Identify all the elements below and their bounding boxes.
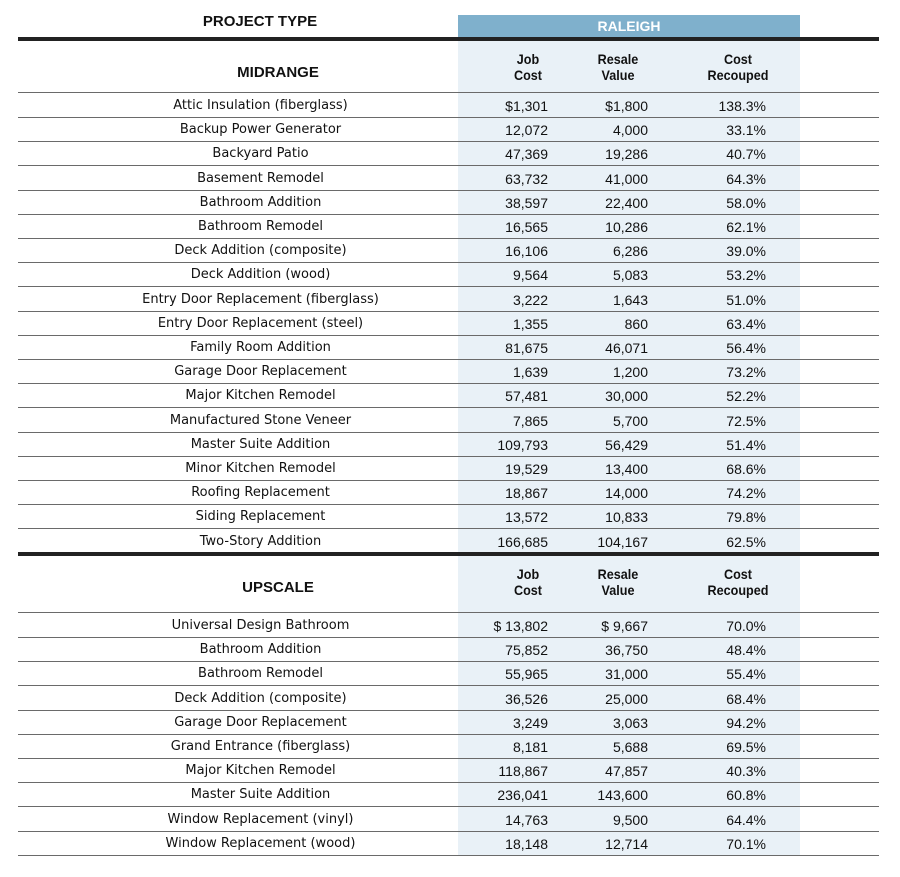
project-name-cell: Siding Replacement bbox=[195, 509, 326, 525]
resale-value-cell: $ 9,667 bbox=[601, 618, 648, 634]
upscale-col-cost bbox=[693, 566, 783, 598]
project-name-cell: Backup Power Generator bbox=[179, 122, 342, 138]
resale-value-cell: 3,063 bbox=[612, 714, 648, 731]
project-name-cell: Deck Addition (composite) bbox=[174, 690, 347, 706]
col-head-line: Recouped bbox=[707, 582, 769, 598]
resale-value-cell: 6,286 bbox=[612, 243, 648, 260]
cost-recouped-cell: 73.2% bbox=[726, 364, 766, 381]
project-name-cell: Entry Door Replacement (fiberglass) bbox=[142, 291, 379, 307]
project-name-cell: Two-Story Addition bbox=[199, 533, 322, 549]
resale-value-cell: 56,429 bbox=[605, 436, 648, 453]
table-row bbox=[18, 480, 879, 505]
resale-value-cell: 10,286 bbox=[605, 219, 648, 235]
upscale-col-job bbox=[483, 566, 573, 598]
job-cost-cell: $1,301 bbox=[505, 98, 548, 114]
resale-value-cell: 19,286 bbox=[605, 146, 648, 163]
job-cost-cell: 8,181 bbox=[512, 739, 548, 755]
resale-value-cell: 31,000 bbox=[605, 666, 648, 683]
project-name-cell: Deck Addition (wood) bbox=[190, 267, 331, 283]
resale-value-cell: 47,857 bbox=[605, 763, 648, 780]
resale-value-cell: 1,643 bbox=[612, 291, 648, 308]
table-row bbox=[18, 166, 879, 191]
city-header: RALEIGH bbox=[458, 15, 800, 37]
project-name-cell: Manufactured Stone Veneer bbox=[169, 412, 352, 428]
resale-value-cell: 4,000 bbox=[612, 122, 648, 139]
job-cost-cell: 63,732 bbox=[505, 170, 548, 187]
resale-value-cell: 860 bbox=[624, 315, 648, 332]
resale-value-cell: $1,800 bbox=[605, 98, 648, 114]
cost-recouped-cell: 63.4% bbox=[726, 315, 766, 332]
table-row bbox=[18, 214, 879, 239]
table-row bbox=[18, 359, 879, 384]
table-row bbox=[18, 262, 879, 287]
col-head-line: Value bbox=[601, 67, 635, 83]
table-row bbox=[18, 831, 879, 856]
project-name-cell: Master Suite Addition bbox=[190, 787, 331, 803]
project-name-cell: Family Room Addition bbox=[190, 340, 331, 355]
job-cost-cell: 55,965 bbox=[505, 666, 548, 683]
cost-recouped-cell: 68.6% bbox=[726, 461, 766, 477]
resale-value-cell: 10,833 bbox=[605, 509, 648, 526]
resale-value-cell: 1,200 bbox=[612, 364, 648, 381]
cost-recouped-cell: 74.2% bbox=[726, 485, 766, 502]
table-row bbox=[18, 504, 879, 529]
project-name-cell: Bathroom Remodel bbox=[198, 666, 323, 682]
project-name-cell: Garage Door Replacement bbox=[174, 364, 347, 380]
resale-value-cell: 12,714 bbox=[605, 835, 648, 852]
cost-recouped-cell: 39.0% bbox=[726, 243, 766, 260]
table-row bbox=[18, 710, 879, 735]
table-row bbox=[18, 734, 879, 759]
table-row bbox=[18, 661, 879, 686]
resale-value-cell: 41,000 bbox=[605, 170, 648, 187]
project-name-cell: Window Replacement (wood) bbox=[165, 835, 356, 851]
cost-recouped-cell: 58.0% bbox=[726, 194, 766, 211]
table-row bbox=[18, 758, 879, 783]
cost-recouped-cell: 70.0% bbox=[726, 618, 766, 634]
table-row bbox=[18, 141, 879, 166]
job-cost-cell: 75,852 bbox=[505, 642, 548, 659]
cost-recouped-cell: 64.3% bbox=[726, 170, 766, 187]
job-cost-cell: 47,369 bbox=[505, 146, 548, 163]
job-cost-cell: 166,685 bbox=[497, 533, 548, 550]
cost-recouped-cell: 70.1% bbox=[726, 835, 766, 852]
resale-value-cell: 25,000 bbox=[605, 690, 648, 707]
col-head-line: Job bbox=[516, 51, 540, 67]
midrange-header-row bbox=[18, 41, 879, 91]
project-name-cell: Bathroom Addition bbox=[199, 194, 322, 210]
resale-value-cell: 30,000 bbox=[605, 388, 648, 405]
midrange-col-cost bbox=[693, 51, 783, 83]
cost-recouped-cell: 60.8% bbox=[726, 787, 766, 804]
resale-value-cell: 9,500 bbox=[612, 811, 648, 828]
job-cost-cell: 1,639 bbox=[512, 364, 548, 381]
job-cost-cell: 81,675 bbox=[505, 340, 548, 356]
table-row bbox=[18, 238, 879, 263]
cost-recouped-cell: 94.2% bbox=[726, 714, 766, 731]
col-head-line: Resale bbox=[597, 566, 639, 582]
cost-recouped-cell: 52.2% bbox=[726, 388, 766, 405]
resale-value-cell: 13,400 bbox=[605, 461, 648, 477]
midrange-col-resale bbox=[573, 51, 663, 83]
job-cost-cell: 7,865 bbox=[512, 412, 548, 429]
resale-value-cell: 5,083 bbox=[612, 267, 648, 284]
job-cost-cell: $ 13,802 bbox=[493, 618, 548, 634]
job-cost-cell: 13,572 bbox=[505, 509, 548, 526]
midrange-col-job bbox=[483, 51, 573, 83]
project-name-cell: Grand Entrance (fiberglass) bbox=[170, 739, 351, 754]
col-head-line: Cost bbox=[723, 566, 753, 582]
cost-recouped-cell: 138.3% bbox=[718, 98, 766, 114]
cost-recouped-cell: 64.4% bbox=[726, 811, 766, 828]
project-name-cell: Window Replacement (vinyl) bbox=[167, 811, 354, 827]
resale-value-cell: 5,688 bbox=[612, 739, 648, 755]
col-head-line: Cost bbox=[723, 51, 753, 67]
table-row bbox=[18, 408, 879, 433]
cost-recouped-cell: 40.3% bbox=[726, 763, 766, 780]
cost-recouped-cell: 56.4% bbox=[726, 340, 766, 356]
col-head-line: Job bbox=[516, 566, 540, 582]
table-row bbox=[18, 432, 879, 457]
cost-recouped-cell: 33.1% bbox=[726, 122, 766, 139]
job-cost-cell: 18,867 bbox=[505, 485, 548, 502]
project-name-cell: Deck Addition (composite) bbox=[174, 243, 347, 259]
table-row bbox=[18, 637, 879, 662]
col-head-line: Cost bbox=[513, 67, 543, 83]
project-name-cell: Universal Design Bathroom bbox=[171, 618, 350, 633]
job-cost-cell: 14,763 bbox=[505, 811, 548, 828]
table-row bbox=[18, 807, 879, 832]
project-name-cell: Master Suite Addition bbox=[190, 436, 331, 452]
project-name-cell: Garage Door Replacement bbox=[174, 714, 347, 730]
table-row bbox=[18, 456, 879, 481]
table-row bbox=[18, 190, 879, 215]
cost-recouped-cell: 79.8% bbox=[726, 509, 766, 526]
project-name-cell: Attic Insulation (fiberglass) bbox=[173, 98, 348, 113]
job-cost-cell: 18,148 bbox=[505, 835, 548, 852]
table-row bbox=[18, 335, 879, 360]
job-cost-cell: 1,355 bbox=[512, 315, 548, 332]
project-name-cell: Major Kitchen Remodel bbox=[185, 388, 336, 404]
cost-recouped-cell: 51.0% bbox=[726, 291, 766, 308]
job-cost-cell: 38,597 bbox=[505, 194, 548, 211]
cost-recouped-cell: 40.7% bbox=[726, 146, 766, 163]
cost-recouped-cell: 69.5% bbox=[726, 739, 766, 755]
resale-value-cell: 36,750 bbox=[605, 642, 648, 659]
project-type-heading: PROJECT TYPE bbox=[202, 13, 318, 30]
job-cost-cell: 3,222 bbox=[512, 291, 548, 308]
midrange-label: MIDRANGE bbox=[237, 64, 319, 81]
table-row bbox=[18, 93, 879, 118]
job-cost-cell: 16,106 bbox=[505, 243, 548, 260]
project-name-cell: Major Kitchen Remodel bbox=[185, 763, 336, 779]
table-row bbox=[18, 529, 879, 554]
resale-value-cell: 143,600 bbox=[597, 787, 648, 804]
project-name-cell: Basement Remodel bbox=[197, 170, 324, 186]
cost-recouped-cell: 51.4% bbox=[726, 436, 766, 453]
job-cost-cell: 236,041 bbox=[497, 787, 548, 804]
project-name-cell: Bathroom Remodel bbox=[198, 219, 323, 234]
resale-value-cell: 46,071 bbox=[605, 340, 648, 356]
job-cost-cell: 12,072 bbox=[505, 122, 548, 139]
cost-recouped-cell: 55.4% bbox=[726, 666, 766, 683]
cost-recouped-cell: 72.5% bbox=[726, 412, 766, 429]
resale-value-cell: 5,700 bbox=[612, 412, 648, 429]
cost-recouped-cell: 48.4% bbox=[726, 642, 766, 659]
resale-value-cell: 104,167 bbox=[597, 533, 648, 550]
cost-recouped-cell: 62.1% bbox=[726, 219, 766, 235]
project-name-cell: Entry Door Replacement (steel) bbox=[157, 315, 364, 331]
col-head-line: Cost bbox=[513, 582, 543, 598]
upscale-col-resale bbox=[573, 566, 663, 598]
job-cost-cell: 109,793 bbox=[497, 436, 548, 453]
project-name-cell: Roofing Replacement bbox=[191, 485, 330, 501]
resale-value-cell: 14,000 bbox=[605, 485, 648, 502]
job-cost-cell: 118,867 bbox=[498, 763, 548, 780]
table-row bbox=[18, 117, 879, 142]
table-row bbox=[18, 383, 879, 408]
col-head-line: Value bbox=[601, 582, 635, 598]
job-cost-cell: 57,481 bbox=[505, 388, 548, 405]
table-row bbox=[18, 782, 879, 807]
job-cost-cell: 36,526 bbox=[505, 690, 548, 707]
job-cost-cell: 16,565 bbox=[505, 219, 548, 235]
table-row bbox=[18, 686, 879, 711]
job-cost-cell: 3,249 bbox=[512, 714, 548, 731]
table-row bbox=[18, 311, 879, 336]
col-head-line: Recouped bbox=[707, 67, 769, 83]
col-head-line: Resale bbox=[597, 51, 639, 67]
project-name-cell: Backyard Patio bbox=[212, 146, 309, 162]
table-row bbox=[18, 613, 879, 638]
resale-value-cell: 22,400 bbox=[605, 194, 648, 211]
project-name-cell: Minor Kitchen Remodel bbox=[185, 461, 336, 476]
cost-recouped-cell: 62.5% bbox=[726, 533, 766, 550]
project-name-cell: Bathroom Addition bbox=[199, 642, 322, 658]
cost-recouped-cell: 68.4% bbox=[726, 690, 766, 707]
cost-recouped-cell: 53.2% bbox=[726, 267, 766, 284]
job-cost-cell: 9,564 bbox=[512, 267, 548, 284]
table-row bbox=[18, 287, 879, 312]
job-cost-cell: 19,529 bbox=[505, 461, 548, 477]
upscale-header-row bbox=[18, 556, 879, 606]
upscale-label: UPSCALE bbox=[242, 579, 314, 596]
